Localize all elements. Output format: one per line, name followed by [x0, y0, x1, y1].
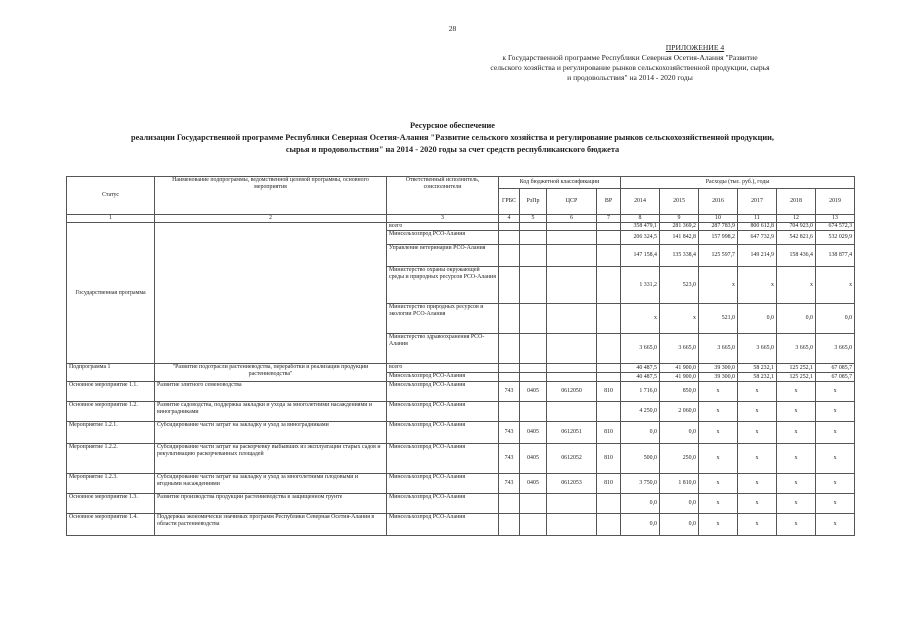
value-cell: x [816, 444, 855, 474]
value-cell: 250,0 [660, 444, 699, 474]
value-cell: 3 750,0 [621, 474, 660, 494]
value-cell: x [699, 474, 738, 494]
value-cell: 67 085,7 [816, 364, 855, 373]
subprogram-row [67, 364, 855, 373]
value-cell: x [777, 382, 816, 402]
value-cell: 41 900,0 [660, 373, 699, 382]
value-cell: x [777, 514, 816, 536]
subprogram-name: "Развитие подотрасли растениеводства, переработки и реализации продукции растениеводства" [155, 364, 387, 382]
value-cell: x [738, 444, 777, 474]
value-cell: x [816, 514, 855, 536]
code-cell [597, 402, 621, 422]
value-cell: x [816, 494, 855, 514]
value-cell: x [738, 402, 777, 422]
code-cell [547, 514, 597, 536]
appendix-label: ПРИЛОЖЕНИЕ 4 [665, 43, 725, 52]
activity-name: Субсидирование части затрат на раскорчевку выбывших из эксплуатации старых садов и рекультивацию раскорчеванных площадей [155, 444, 387, 474]
code-cell [547, 373, 597, 382]
value-cell: 2 060,0 [660, 402, 699, 422]
activity-row [67, 474, 855, 494]
executor-cell: Управление ветеринарии РСО-Алания [387, 245, 499, 267]
header-code: ВР [597, 189, 621, 215]
value-cell: x [777, 444, 816, 474]
title-line: сырья и продовольствия" на 2014 - 2020 годы за счет средств республиканского бюджета [285, 145, 620, 154]
header-year: 2015 [660, 189, 699, 215]
code-cell: 0612052 [547, 444, 597, 474]
value-cell: x [738, 382, 777, 402]
value-cell: 39 300,0 [699, 364, 738, 373]
value-cell: 41 900,0 [660, 364, 699, 373]
code-cell [520, 364, 547, 373]
value-cell: 4 250,0 [621, 402, 660, 422]
executor-cell: Минсельхозпрод РСО-Алания [387, 382, 499, 402]
value-cell: 0,0 [777, 304, 816, 334]
code-cell [499, 231, 520, 245]
code-cell: 810 [597, 422, 621, 444]
value-cell: 125 597,7 [699, 245, 738, 267]
activity-status: Основное мероприятие 1.2. [67, 402, 155, 422]
activity-status: Основное мероприятие 1.4. [67, 514, 155, 536]
column-number: 3 [387, 215, 499, 223]
executor-cell: Министерство здравоохранения РСО-Алания [387, 334, 499, 364]
code-cell [499, 494, 520, 514]
code-cell [547, 304, 597, 334]
code-cell [520, 245, 547, 267]
code-cell [547, 267, 597, 304]
code-cell [547, 494, 597, 514]
value-cell: 0,0 [621, 514, 660, 536]
code-cell [547, 223, 597, 231]
value-cell: 542 821,6 [777, 231, 816, 245]
value-cell: 0,0 [816, 304, 855, 334]
column-number: 4 [499, 215, 520, 223]
code-cell: 0405 [520, 444, 547, 474]
value-cell: 58 232,1 [738, 373, 777, 382]
value-cell: 0,0 [621, 422, 660, 444]
executor-cell: всего [387, 223, 499, 231]
value-cell: 125 252,1 [777, 364, 816, 373]
value-cell: 674 572,3 [816, 223, 855, 231]
value-cell: 138 877,4 [816, 245, 855, 267]
code-cell: 810 [597, 444, 621, 474]
title-line: Ресурсное обеспечение [410, 121, 495, 130]
column-number: 10 [699, 215, 738, 223]
program-row [67, 223, 855, 231]
column-number: 7 [597, 215, 621, 223]
executor-cell: Минсельхозпрод РСО-Алания [387, 402, 499, 422]
value-cell: x [660, 304, 699, 334]
code-cell [499, 373, 520, 382]
value-cell: x [816, 422, 855, 444]
code-cell: 743 [499, 382, 520, 402]
page-number: 28 [448, 24, 457, 33]
value-cell: 157 998,2 [699, 231, 738, 245]
value-cell: x [816, 474, 855, 494]
value-cell: 149 214,9 [738, 245, 777, 267]
code-cell [597, 304, 621, 334]
value-cell: 532 029,9 [816, 231, 855, 245]
header-code: ЦСР [547, 189, 597, 215]
value-cell: 141 842,8 [660, 231, 699, 245]
column-number: 11 [738, 215, 777, 223]
activity-row [67, 382, 855, 402]
header-code: ГРБС [499, 189, 520, 215]
executor-cell: Минсельхозпрод РСО-Алания [387, 494, 499, 514]
code-cell [597, 373, 621, 382]
subprogram-status: Подпрограмма 1 [67, 364, 155, 382]
value-cell: 287 783,9 [699, 223, 738, 231]
activity-name: Поддержка экономически значимых программ Республики Северная Осетия-Алания в области растениеводства [155, 514, 387, 536]
header-codes-group: Код бюджетной классификации [499, 177, 621, 189]
program-section [67, 223, 855, 364]
executor-cell: Минсельхозпрод РСО-Алания [387, 474, 499, 494]
header-year: 2014 [621, 189, 660, 215]
code-cell [597, 223, 621, 231]
value-cell: 647 732,9 [738, 231, 777, 245]
program-status: Государственная программа [67, 223, 155, 364]
executor-cell: всего [387, 364, 499, 373]
activity-name: Субсидирование части затрат на закладку и уход за виноградниками [155, 422, 387, 444]
executor-cell: Минсельхозпрод РСО-Алания [387, 514, 499, 536]
value-cell: x [777, 402, 816, 422]
activity-status: Мероприятие 1.2.3. [67, 474, 155, 494]
column-number: 2 [155, 215, 387, 223]
code-cell [597, 494, 621, 514]
code-cell [520, 267, 547, 304]
value-cell: x [699, 267, 738, 304]
column-number-row [67, 215, 855, 223]
code-cell: 743 [499, 474, 520, 494]
value-cell: 850,0 [660, 382, 699, 402]
header-code: РзПр [520, 189, 547, 215]
code-cell [499, 514, 520, 536]
code-cell [547, 364, 597, 373]
executor-cell: Минсельхозпрод РСО-Алания [387, 444, 499, 474]
activity-name: Развитие производства продукции растениеводства в защищенном грунте [155, 494, 387, 514]
activity-status: Основное мероприятие 1.3. [67, 494, 155, 514]
value-cell: 206 324,5 [621, 231, 660, 245]
code-cell [547, 245, 597, 267]
header-status: Статус [67, 177, 155, 215]
code-cell: 0612051 [547, 422, 597, 444]
value-cell: 358 479,1 [621, 223, 660, 231]
value-cell: x [738, 267, 777, 304]
activity-row [67, 444, 855, 474]
activity-name: Развитие садоводства, поддержка закладки и ухода за многолетними насаждениями и виноградниками [155, 402, 387, 422]
value-cell: x [777, 494, 816, 514]
value-cell: 3 665,0 [699, 334, 738, 364]
executor-cell: Минсельхозпрод РСО-Алания [387, 231, 499, 245]
code-cell: 0405 [520, 474, 547, 494]
value-cell: 1 331,2 [621, 267, 660, 304]
value-cell: x [699, 444, 738, 474]
executor-cell: Минсельхозпрод РСО-Алания [387, 422, 499, 444]
value-cell: 281 369,2 [660, 223, 699, 231]
value-cell: 0,0 [621, 494, 660, 514]
activities-section [67, 382, 855, 536]
code-cell [499, 364, 520, 373]
code-cell [520, 373, 547, 382]
value-cell: x [816, 402, 855, 422]
header-executor: Ответственный исполнитель, соисполнители [387, 177, 499, 215]
code-cell [520, 223, 547, 231]
activity-row [67, 494, 855, 514]
executor-cell: Министерство охраны окружающей среды и природных ресурсов РСО-Алания [387, 267, 499, 304]
value-cell: 39 300,0 [699, 373, 738, 382]
code-cell [547, 334, 597, 364]
activity-status: Основное мероприятие 1.1. [67, 382, 155, 402]
value-cell: x [699, 494, 738, 514]
code-cell [520, 402, 547, 422]
value-cell: x [699, 402, 738, 422]
code-cell [547, 231, 597, 245]
column-number: 13 [816, 215, 855, 223]
code-cell [597, 514, 621, 536]
column-number: 8 [621, 215, 660, 223]
appendix-line: к Государственной программе Республики Северная Осетия-Алания "Развитие [502, 53, 758, 62]
activity-name: Развитие элитного семеноводства [155, 382, 387, 402]
value-cell: 1 716,0 [621, 382, 660, 402]
value-cell: x [699, 514, 738, 536]
activity-name: Субсидирование части затрат на закладку и уход за многолетними плодовыми и ягодными насаждениями [155, 474, 387, 494]
value-cell: 521,0 [699, 304, 738, 334]
title-line: реализации Государственной программе Республики Северная Осетия-Алания "Развитие сельского хозяйства и регулирование рынков сельскохозяйственной продукции, [130, 133, 774, 142]
header-year: 2018 [777, 189, 816, 215]
code-cell [547, 402, 597, 422]
code-cell [597, 334, 621, 364]
value-cell: 58 232,1 [738, 364, 777, 373]
value-cell: 3 665,0 [816, 334, 855, 364]
executor-cell: Минсельхозпрод РСО-Алания [387, 373, 499, 382]
value-cell: x [777, 422, 816, 444]
code-cell [520, 231, 547, 245]
value-cell: x [738, 494, 777, 514]
value-cell: 0,0 [660, 494, 699, 514]
code-cell [520, 494, 547, 514]
appendix-line: и продовольствия" на 2014 - 2020 годы [567, 73, 693, 82]
value-cell: 0,0 [738, 304, 777, 334]
value-cell: 3 665,0 [621, 334, 660, 364]
resource-table [66, 176, 855, 536]
value-cell: 40 487,5 [621, 364, 660, 373]
column-number: 1 [67, 215, 155, 223]
activity-row [67, 402, 855, 422]
code-cell [520, 304, 547, 334]
code-cell: 0612050 [547, 382, 597, 402]
column-number: 5 [520, 215, 547, 223]
program-name [155, 223, 387, 364]
value-cell: 40 487,5 [621, 373, 660, 382]
code-cell: 0405 [520, 382, 547, 402]
activity-status: Мероприятие 1.2.1. [67, 422, 155, 444]
value-cell: x [777, 474, 816, 494]
code-cell: 0405 [520, 422, 547, 444]
column-number: 12 [777, 215, 816, 223]
code-cell [499, 245, 520, 267]
header-year: 2016 [699, 189, 738, 215]
subprogram-section [67, 364, 855, 382]
value-cell: 158 436,4 [777, 245, 816, 267]
value-cell: 800 612,8 [738, 223, 777, 231]
header-expenses-group: Расходы (тыс. руб.), годы [621, 177, 855, 189]
value-cell: 0,0 [660, 422, 699, 444]
value-cell: 3 665,0 [660, 334, 699, 364]
value-cell: x [816, 382, 855, 402]
value-cell: x [738, 474, 777, 494]
code-cell [499, 334, 520, 364]
code-cell [520, 334, 547, 364]
code-cell [597, 231, 621, 245]
value-cell: 704 923,0 [777, 223, 816, 231]
code-cell: 743 [499, 422, 520, 444]
value-cell: x [777, 267, 816, 304]
value-cell: 0,0 [660, 514, 699, 536]
activity-row [67, 422, 855, 444]
code-cell [597, 364, 621, 373]
value-cell: 67 085,7 [816, 373, 855, 382]
value-cell: x [816, 267, 855, 304]
appendix-line: сельского хозяйства и регулирование рынков сельскохозяйственной продукции, сырья [490, 63, 770, 72]
code-cell [499, 402, 520, 422]
executor-cell: Министерство природных ресурсов и экологии РСО-Алания [387, 304, 499, 334]
value-cell: 500,0 [621, 444, 660, 474]
value-cell: x [699, 382, 738, 402]
column-number: 6 [547, 215, 597, 223]
value-cell: 1 810,0 [660, 474, 699, 494]
value-cell: x [738, 422, 777, 444]
code-cell [597, 267, 621, 304]
value-cell: 125 252,1 [777, 373, 816, 382]
value-cell: x [699, 422, 738, 444]
value-cell: x [621, 304, 660, 334]
code-cell [520, 514, 547, 536]
activity-status: Мероприятие 1.2.2. [67, 444, 155, 474]
value-cell: 3 665,0 [777, 334, 816, 364]
value-cell: 3 665,0 [738, 334, 777, 364]
activity-row [67, 514, 855, 536]
column-number: 9 [660, 215, 699, 223]
header-year: 2019 [816, 189, 855, 215]
header-name: Наименование подпрограммы, ведомственной целевой программы, основного мероприятия [155, 177, 387, 215]
code-cell: 743 [499, 444, 520, 474]
code-cell [499, 267, 520, 304]
code-cell: 0612053 [547, 474, 597, 494]
code-cell: 810 [597, 382, 621, 402]
value-cell: 523,0 [660, 267, 699, 304]
value-cell: 147 158,4 [621, 245, 660, 267]
code-cell [499, 223, 520, 231]
value-cell: 135 338,4 [660, 245, 699, 267]
header-year: 2017 [738, 189, 777, 215]
value-cell: x [738, 514, 777, 536]
code-cell [597, 245, 621, 267]
appendix-block [470, 43, 790, 83]
code-cell: 810 [597, 474, 621, 494]
code-cell [499, 304, 520, 334]
document-title [60, 120, 845, 156]
